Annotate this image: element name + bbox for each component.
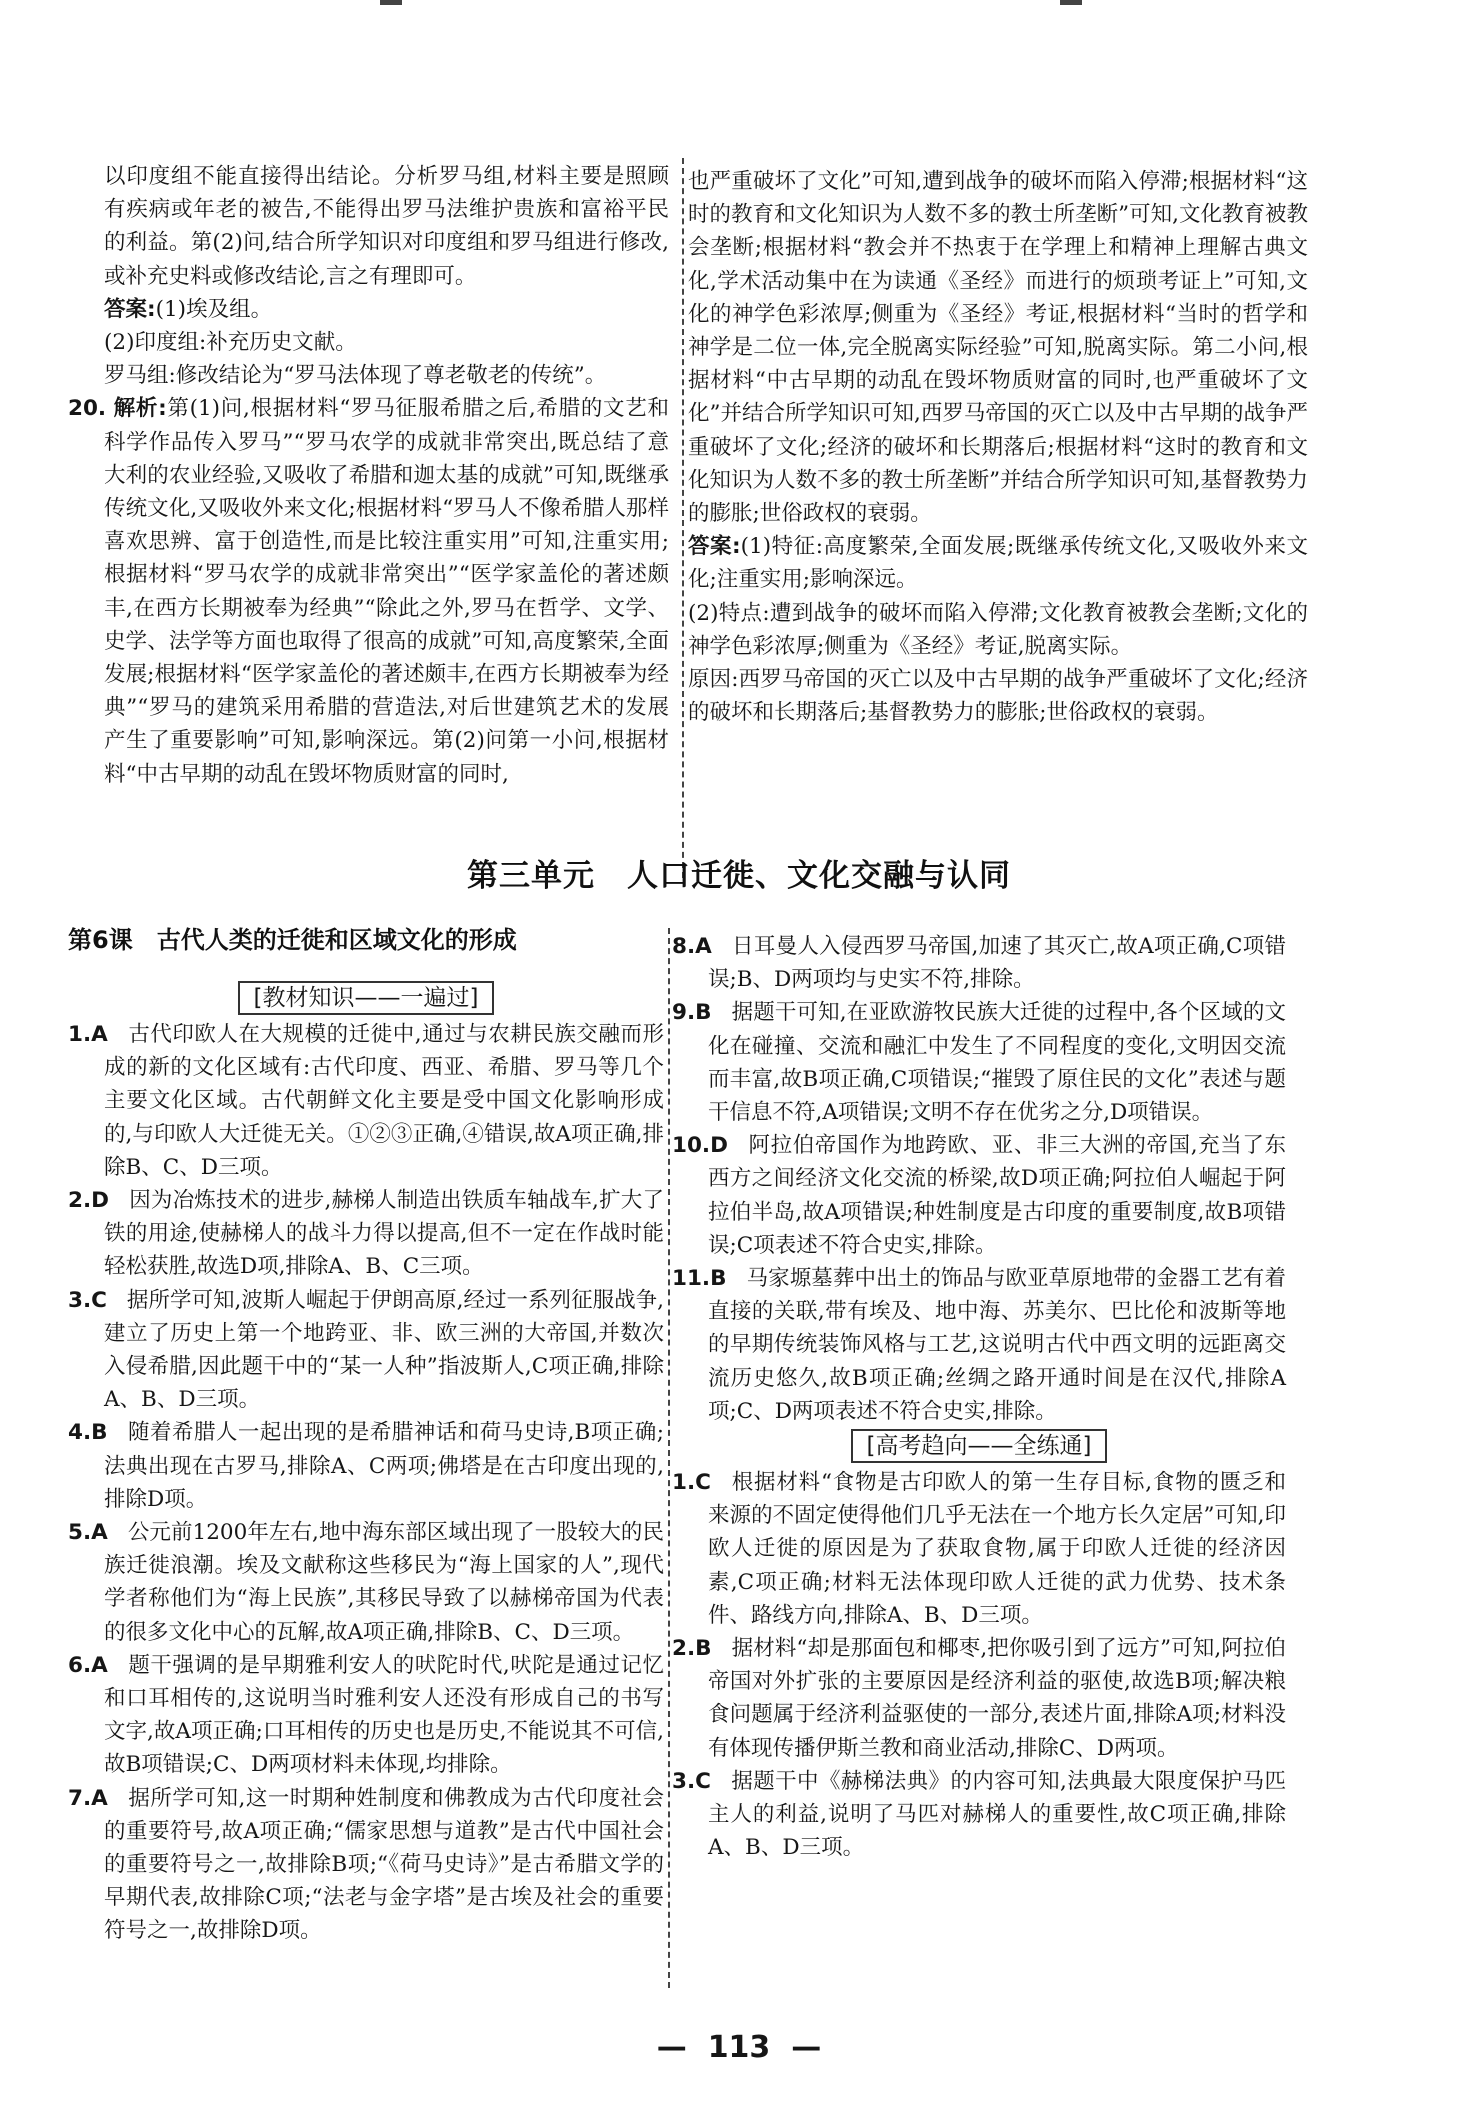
column-divider-top <box>682 158 684 878</box>
item-text: 随着希腊人一起出现的是希腊神话和荷马史诗,B项正确;法典出现在古罗马,排除A、C两项;佛塔是在古印度出现的,排除D项。 <box>104 1420 664 1512</box>
lesson-title: 第6课 古代人类的迁徙和区域文化的形成 <box>68 926 517 954</box>
question-number: 20. <box>68 396 107 422</box>
answer-item <box>68 1782 664 1948</box>
top-right-column <box>688 165 1308 729</box>
item-number: 10.D <box>672 1133 728 1159</box>
item-number: 5.A <box>68 1520 108 1546</box>
question-20 <box>68 392 669 790</box>
bottom-left-column <box>68 980 664 1948</box>
item-number: 7.A <box>68 1785 108 1811</box>
section-title-box: [教材知识——一遍过] <box>238 981 495 1015</box>
section-title-box: [高考趋向——全练通] <box>851 1429 1108 1463</box>
item-number: 1.C <box>672 1470 711 1496</box>
answer-label: 答案: <box>688 534 741 560</box>
answer-line: 原因:西罗马帝国的灭亡以及中古早期的战争严重破坏了文化;经济的破坏和长期落后;基督教势力的膨胀;世俗政权的衰弱。 <box>688 667 1308 726</box>
item-text: 公元前1200年左右,地中海东部区域出现了一股较大的民族迁徙浪潮。埃及文献称这些移民为“海上国家的人”,现代学者称他们为“海上民族”,其移民导致了以赫梯帝国为代表的很多文化中心的瓦解,故A项正确,排除B、C、D三项。 <box>104 1520 664 1645</box>
answer-item <box>672 996 1286 1129</box>
item-text: 题干强调的是早期雅利安人的吠陀时代,吠陀是通过记忆和口耳相传的,这说明当时雅利安人还没有形成自己的书写文字,故A项正确;口耳相传的历史也是历史,不能说其不可信,故B项错误;C、D两项材料未体现,均排除。 <box>104 1652 664 1778</box>
item-text: 据所学可知,波斯人崛起于伊朗高原,经过一系列征服战争,建立了历史上第一个地跨亚、非、欧三洲的大帝国,并数次入侵希腊,因此题干中的“某一人种”指波斯人,C项正确,排除A、B、D三项。 <box>104 1287 664 1413</box>
page-number-value: 113 <box>707 2030 771 2065</box>
answer-item <box>68 1649 664 1782</box>
answer-line <box>104 293 669 326</box>
answer-item <box>672 930 1286 996</box>
bottom-right-column <box>672 930 1286 1864</box>
item-text: 因为冶炼技术的进步,赫梯人制造出铁质车轴战车,扩大了铁的用途,使赫梯人的战斗力得以提高,但不一定在作战时能轻松获胜,故选D项,排除A、B、C三项。 <box>104 1188 664 1280</box>
answer-item <box>68 1284 664 1417</box>
item-text: 日耳曼人入侵西罗马帝国,加速了其灭亡,故A项正确,C项错误;B、D两项均与史实不符,排除。 <box>708 934 1286 993</box>
analysis-label: 解析: <box>113 396 167 422</box>
item-number: 6.A <box>68 1652 108 1678</box>
item-number: 3.C <box>672 1768 711 1794</box>
item-number: 9.B <box>672 1000 712 1026</box>
section-title <box>68 980 664 1016</box>
item-number: 8.A <box>672 934 712 959</box>
page-number: — 113 — <box>656 2030 822 2065</box>
item-text: 根据材料“食物是古印欧人的第一生存目标,食物的匮乏和来源的不固定使得他们几乎无法在一个地方长久定居”可知,印欧人迁徙的原因是为了获取食物,属于印欧人迁徙的经济因素,C项正确;材料无法体现印欧人迁徙的武力优势、技术条件、路线方向,排除A、B、D三项。 <box>708 1470 1286 1628</box>
answer-line: (2)特点:遭到战争的破坏而陷入停滞;文化教育被教会垄断;文化的神学色彩浓厚;侧重为《圣经》考证,脱离实际。 <box>688 600 1308 659</box>
column-divider-bottom <box>668 928 670 1988</box>
top-edge-mark <box>1060 0 1082 5</box>
item-number: 2.B <box>672 1636 712 1662</box>
answer-item <box>68 1416 664 1516</box>
top-edge-mark <box>380 0 402 5</box>
answer-text: (1)特征:高度繁荣,全面发展;既继承传统文化,又吸收外来文化;注重实用;影响深远。 <box>688 534 1308 593</box>
answer-line: (2)印度组:补充历史文献。 <box>104 330 357 356</box>
item-number: 1.A <box>68 1022 108 1047</box>
item-number: 11.B <box>672 1266 727 1292</box>
section-title <box>672 1428 1286 1464</box>
answer-item <box>68 1018 664 1184</box>
answer-line <box>688 530 1308 596</box>
answer-item <box>68 1184 664 1284</box>
paragraph: 也严重破坏了文化”可知,遭到战争的破坏而陷入停滞;根据材料“这时的教育和文化知识为人数不多的教士所垄断”可知,文化教育被教会垄断;根据材料“教会并不热衷于在学理上和精神上理解古典文化,学术活动集中在为读通《圣经》而进行的烦琐考证上”可知,文化的神学色彩浓厚;侧重为《圣经》考证,根据材料“当时的哲学和神学是二位一体,完全脱离实际经验”可知,脱离实际。第二小问,根据材料“中古早期的动乱在毁坏物质财富的同时,也严重破坏了文化”并结合所学知识可知,西罗马帝国的灭亡以及中古早期的战争严重破坏了文化;经济的破坏和长期落后;根据材料“这时的教育和文化知识为人数不多的教士所垄断”并结合所学知识可知,基督教势力的膨胀;世俗政权的衰弱。 <box>688 169 1308 527</box>
answer-item <box>672 1129 1286 1262</box>
answer-label: 答案: <box>104 296 156 322</box>
item-text: 据材料“却是那面包和椰枣,把你吸引到了远方”可知,阿拉伯帝国对外扩张的主要原因是经济利益的驱使,故选B项;解决粮食问题属于经济利益驱使的一部分,表述片面,排除A项;材料没有体现传播伊斯兰教和商业活动,排除C、D两项。 <box>708 1636 1286 1761</box>
item-text: 马家塬墓葬中出土的饰品与欧亚草原地带的金器工艺有着直接的关联,带有埃及、地中海、苏美尔、巴比伦和波斯等地的早期传统装饰风格与工艺,这说明古代中西文明的远距离交流历史悠久,故B项正确;丝绸之路开通时间是在汉代,排除A项;C、D两项表述不符合史实,排除。 <box>708 1266 1286 1424</box>
answer-item <box>672 1765 1286 1865</box>
answer-item <box>68 1516 664 1649</box>
analysis-text: 第(1)问,根据材料“罗马征服希腊之后,希腊的文艺和科学作品传入罗马”“罗马农学的成就非常突出,既总结了意大利的农业经验,又吸收了希腊和迦太基的成就”可知,既继承传统文化,又吸收外来文化;根据材料“罗马人不像希腊人那样喜欢思辨、富于创造性,而是比较注重实用”可知,注重实用;根据材料“罗马农学的成就非常突出”“医学家盖伦的著述颇丰,在西方长期被奉为经典”“除此之外,罗马在哲学、文学、史学、法学等方面也取得了很高的成就”可知,高度繁荣,全面发展;根据材料“医学家盖伦的著述颇丰,在西方长期被奉为经典”“罗马的建筑采用希腊的营造法,对后世建筑艺术的发展产生了重要影响”可知,影响深远。第(2)问第一小问,根据材料“中古早期的动乱在毁坏物质财富的同时, <box>104 396 669 787</box>
item-text: 据题干中《赫梯法典》的内容可知,法典最大限度保护马匹主人的利益,说明了马匹对赫梯人的重要性,故C项正确,排除A、B、D三项。 <box>708 1768 1286 1861</box>
item-text: 古代印欧人在大规模的迁徙中,通过与农耕民族交融而形成的新的文化区域有:古代印度、西亚、希腊、罗马等几个主要文化区域。古代朝鲜文化主要是受中国文化影响形成的,与印欧人大迁徙无关。①②③正确,④错误,故A项正确,排除B、C、D三项。 <box>104 1022 664 1180</box>
item-text: 据题干可知,在亚欧游牧民族大迁徙的过程中,各个区域的文化在碰撞、交流和融汇中发生了不同程度的变化,文明因交流而丰富,故B项正确,C项错误;“摧毁了原住民的文化”表述与题干信息不符,A项错误;文明不存在优劣之分,D项错误。 <box>708 1000 1286 1126</box>
answer-text: (1)埃及组。 <box>155 296 273 322</box>
item-number: 4.B <box>68 1420 108 1446</box>
item-text: 阿拉伯帝国作为地跨欧、亚、非三大洲的帝国,充当了东西方之间经济文化交流的桥梁,故D项正确;阿拉伯人崛起于阿拉伯半岛,故A项错误;种姓制度是古印度的重要制度,故B项错误;C项表述不符合史实,排除。 <box>708 1133 1286 1258</box>
item-number: 2.D <box>68 1188 109 1214</box>
item-text: 据所学可知,这一时期种姓制度和佛教成为古代印度社会的重要符号,故A项正确;“儒家思想与道教”是古代中国社会的重要符号之一,故排除B项;“《荷马史诗》”是古希腊文学的早期代表,故排除C项;“法老与金字塔”是古埃及社会的重要符号之一,故排除D项。 <box>104 1785 664 1944</box>
paragraph: 以印度组不能直接得出结论。分析罗马组,材料主要是照顾有疾病或年老的被告,不能得出罗马法维护贵族和富裕平民的利益。第(2)问,结合所学知识对印度组和罗马组进行修改,或补充史料或修改结论,言之有理即可。 <box>104 164 669 289</box>
unit-title: 第三单元 人口迁徙、文化交融与认同 <box>467 858 1011 894</box>
answer-item <box>672 1262 1286 1428</box>
top-left-column <box>68 160 669 791</box>
answer-line: 罗马组:修改结论为“罗马法体现了尊老敬老的传统”。 <box>104 363 607 389</box>
answer-item <box>672 1466 1286 1632</box>
item-number: 3.C <box>68 1287 107 1313</box>
answer-item <box>672 1632 1286 1765</box>
